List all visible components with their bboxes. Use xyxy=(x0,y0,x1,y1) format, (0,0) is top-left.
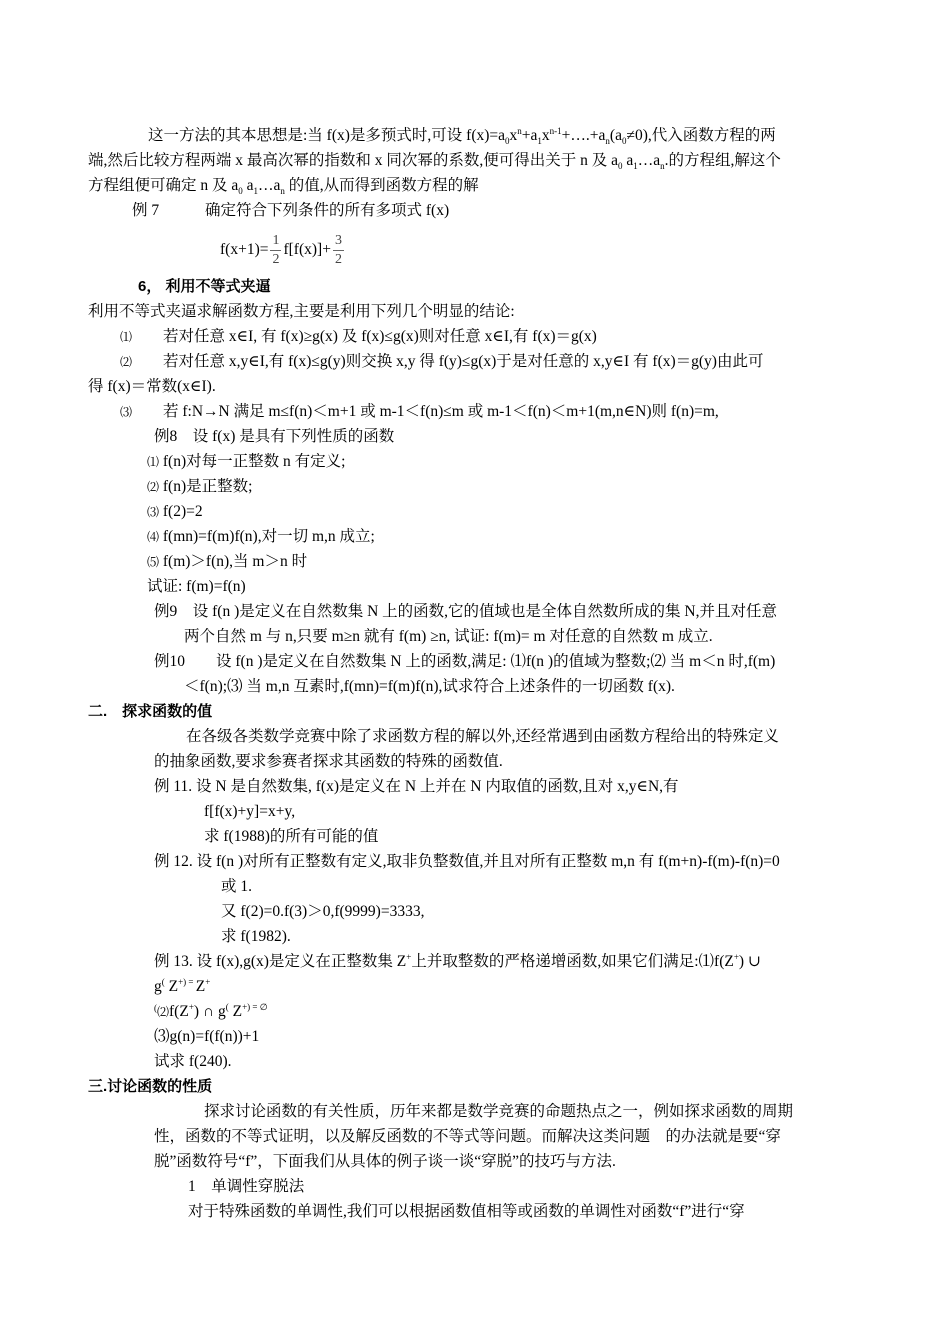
sec6-c2b: 得 f(x)＝常数(x∈I). xyxy=(88,378,216,395)
sec6-c3-num: ⑶ xyxy=(120,405,133,419)
ex9-line2: 两个自然 m 与 n,只要 m≥n 就有 f(m) ≥n, 试证: f(m)= m 对任意的自然数 m 成立. xyxy=(184,628,713,645)
ex9-line1: 例9 设 f(n )是定义在自然数集 N 上的函数,它的值域也是全体自然数所成的集 N,并且对任意 xyxy=(154,603,777,620)
ex7-fraction-2 xyxy=(333,232,344,269)
ex8-item-2-num: ⑵ xyxy=(147,480,160,494)
sec6-c1: 若对任意 x∈I, 有 f(x)≥g(x) 及 f(x)≤g(x)则对任意 x∈I,有 f(x)＝g(x) xyxy=(163,328,597,345)
sec6-heading: 6， 利用不等式夹逼 xyxy=(138,278,271,295)
ex8-prove: 试证: f(m)=f(n) xyxy=(147,578,246,595)
ex7-text: 确定符合下列条件的所有多项式 f(x) xyxy=(205,202,450,219)
ex13-line1: 例 13. 设 f(x),g(x)是定义在正整数集 Z+上并取整数的严格递增函数,如果它们满足:⑴f(Z+) ∪ xyxy=(154,951,761,970)
sec6-c2-num: ⑵ xyxy=(120,355,133,369)
sec6-c2a: 若对任意 x,y∈I,有 f(x)≤g(y)则交换 x,y 得 f(y)≤g(x)于是对任意的 x,y∈I 有 f(x)＝g(y)由此可 xyxy=(163,353,764,370)
ex11-line2: f[f(x)+y]=x+y, xyxy=(204,803,296,820)
ex7-eq-left: f(x+1)= xyxy=(220,241,269,258)
sec6-c1-num: ⑴ xyxy=(120,330,133,344)
ex10-line1: 例10 设 f(n )是定义在自然数集 N 上的函数,满足: ⑴f(n )的值域为整数;⑵ 当 m＜n 时,f(m) xyxy=(154,653,776,670)
sec3-line2: 性，函数的不等式证明，以及解反函数的不等式等问题。而解决这类问题 的办法就是要“穿 xyxy=(154,1128,781,1145)
ex8-item-1 xyxy=(147,452,345,472)
sec6-intro: 利用不等式夹逼求解函数方程,主要是利用下列几个明显的结论: xyxy=(88,303,515,320)
sec2-heading: 二. 探求函数的值 xyxy=(88,703,213,720)
ex8-item-4-num: ⑷ xyxy=(147,530,160,544)
ex13-line4: ⑶g(n)=f(f(n))+1 xyxy=(154,1028,260,1045)
ex8-item-1-text: f(n)对每一正整数 n 有定义; xyxy=(162,453,346,470)
sec3-line1: 探求讨论函数的有关性质，历年来都是数学竞赛的命题热点之一，例如探求函数的周期 xyxy=(204,1103,794,1120)
sec3-line4: 对于特殊函数的单调性,我们可以根据函数值相等或函数的单调性对函数“f”进行“穿 xyxy=(188,1203,745,1220)
ex12-line1: 例 12. 设 f(n )对所有正整数有定义,取非负整数值,并且对所有正整数 m,n 有 f(m+n)-f(m)-f(n)=0 xyxy=(154,853,780,870)
ex8-item-1-num: ⑴ xyxy=(147,455,160,469)
ex8-item-3-num: ⑶ xyxy=(147,505,160,519)
sec6-c3: 若 f:N→N 满足 m≤f(n)＜m+1 或 m-1＜f(n)≤m 或 m-1＜f(n)＜m+1(m,n∈N)则 f(n)=m, xyxy=(163,403,719,420)
ex8-item-2-text: f(n)是正整数; xyxy=(162,478,253,495)
ex7-label: 例 7 xyxy=(132,202,160,219)
para1-line1: 这一方法的其本思想是:当 f(x)是多预式时,可设 $f(x)=a_0x^n+a_1x^{n-1}+\dots.+a_n(a_0\ne 0)$,代入函数方程的两 xyxy=(148,125,776,147)
ex8-item-4-text: f(mn)=f(m)f(n),对一切 m,n 成立; xyxy=(162,528,375,545)
ex11-line1: 例 11. 设 N 是自然数集, f(x)是定义在 N 上并在 N 内取值的函数,且对 x,y∈N,有 xyxy=(154,778,679,795)
ex12-line4: 求 f(1982). xyxy=(221,928,291,945)
ex7-equation xyxy=(220,228,346,272)
ex12-line3: 又 f(2)=0.f(3)＞0,f(9999)=3333, xyxy=(221,903,425,920)
ex7-frac2-den: 2 xyxy=(334,251,342,267)
sec3-sub1: 1 单调性穿脱法 xyxy=(188,1178,305,1195)
ex8-item-5 xyxy=(147,552,307,572)
ex8-item-5-num: ⑸ xyxy=(147,555,160,569)
sec2-line2: 的抽象函数,要求参赛者探求其函数的特殊的函数值. xyxy=(154,753,503,770)
ex13-line5: 试求 f(240). xyxy=(154,1053,232,1070)
ex8-item-3 xyxy=(147,502,203,522)
ex7-frac1-den: 2 xyxy=(272,251,280,267)
ex8-item-3-text: f(2)=2 xyxy=(162,503,203,520)
para1-line3: 方程组便可确定 n 及 $a_0$ $a_1\dots a_n$ 的值,从而得到函数方程的解 xyxy=(88,177,479,197)
ex7-frac1-num: 1 xyxy=(270,232,281,251)
ex11-line3: 求 f(1988)的所有可能的值 xyxy=(204,828,379,845)
sec3-line3: 脱”函数符号“f”，下面我们从具体的例子谈一谈“穿脱”的技巧与方法. xyxy=(154,1153,616,1170)
sec2-line1: 在各级各类数学竞赛中除了求函数方程的解以外,还经常遇到由函数方程给出的特殊定义 xyxy=(186,728,779,745)
ex13-line3: (⑵f(Z+) ∩ g( Z+) = ∅ xyxy=(154,1001,268,1020)
ex10-line2: ＜f(n);⑶ 当 m,n 互素时,f(mn)=f(m)f(n),试求符合上述条件的一切函数 f(x). xyxy=(184,678,675,695)
ex7-fraction-1 xyxy=(270,232,281,269)
ex7-eq-mid: f[f(x)]+ xyxy=(283,241,331,258)
para1-line2: 端,然后比较方程两端 x 最高次幂的指数和 x 同次幂的系数,便可得出关于 n 及 $a_0$ $a_1\dots a_n$.的方程组,解这个 xyxy=(88,152,781,172)
sec3-heading: 三.讨论函数的性质 xyxy=(88,1078,213,1095)
ex8-title: 例8 设 f(x) 是具有下列性质的函数 xyxy=(154,428,395,445)
ex8-item-5-text: f(m)＞f(n),当 m＞n 时 xyxy=(162,553,308,570)
ex12-line2: 或 1. xyxy=(221,878,253,895)
ex13-line2: g( Z+) = Z+ xyxy=(154,976,211,995)
ex7-frac2-num: 3 xyxy=(333,232,344,251)
ex8-item-2 xyxy=(147,477,252,497)
ex8-item-4 xyxy=(147,527,375,547)
